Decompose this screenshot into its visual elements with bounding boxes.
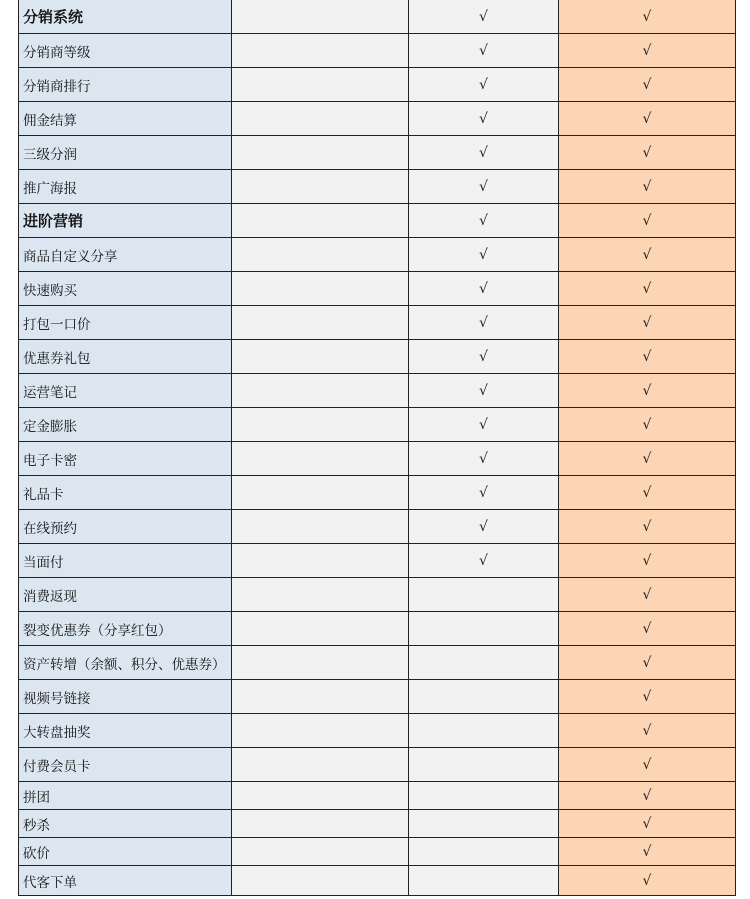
- feature-name: 砍价: [19, 838, 232, 865]
- check-cell-premium: √: [559, 646, 735, 679]
- check-cell-premium: √: [559, 408, 735, 441]
- feature-name: 优惠券礼包: [19, 340, 232, 373]
- section-header: 分销系统: [19, 0, 232, 33]
- empty-cell: [232, 408, 409, 441]
- table-row: [19, 782, 735, 810]
- table-row: [19, 476, 735, 510]
- empty-cell: [232, 306, 409, 339]
- check-cell-premium: √: [559, 476, 735, 509]
- feature-name: 消费返现: [19, 578, 232, 611]
- empty-cell: [232, 170, 409, 203]
- check-cell-premium: √: [559, 680, 735, 713]
- table-row: [19, 272, 735, 306]
- feature-name: 推广海报: [19, 170, 232, 203]
- empty-cell: [232, 374, 409, 407]
- feature-name: 快速购买: [19, 272, 232, 305]
- table-row: [19, 510, 735, 544]
- check-cell-standard: [409, 612, 559, 645]
- table-row: [19, 646, 735, 680]
- check-cell-premium: √: [559, 34, 735, 67]
- empty-cell: [232, 34, 409, 67]
- check-cell-premium: √: [559, 578, 735, 611]
- check-cell-premium: √: [559, 374, 735, 407]
- check-cell-standard: √: [409, 476, 559, 509]
- check-cell-standard: [409, 748, 559, 781]
- check-cell-premium: √: [559, 136, 735, 169]
- check-cell-premium: √: [559, 510, 735, 543]
- check-cell-premium: √: [559, 204, 735, 237]
- check-cell-standard: [409, 838, 559, 865]
- check-cell-standard: √: [409, 340, 559, 373]
- check-cell-premium: √: [559, 544, 735, 577]
- check-cell-premium: √: [559, 838, 735, 865]
- table-row: [19, 68, 735, 102]
- feature-name: 礼品卡: [19, 476, 232, 509]
- check-cell-standard: √: [409, 238, 559, 271]
- check-cell-premium: √: [559, 340, 735, 373]
- check-cell-premium: √: [559, 0, 735, 33]
- table-row: [19, 0, 735, 34]
- check-cell-premium: √: [559, 306, 735, 339]
- check-cell-standard: √: [409, 306, 559, 339]
- empty-cell: [232, 646, 409, 679]
- empty-cell: [232, 340, 409, 373]
- feature-name: 打包一口价: [19, 306, 232, 339]
- check-cell-standard: [409, 810, 559, 837]
- table-row: [19, 306, 735, 340]
- table-row: [19, 170, 735, 204]
- table-row: [19, 102, 735, 136]
- feature-name: 分销商排行: [19, 68, 232, 101]
- empty-cell: [232, 136, 409, 169]
- feature-name: 当面付: [19, 544, 232, 577]
- feature-name: 在线预约: [19, 510, 232, 543]
- table-row: [19, 714, 735, 748]
- table-row: [19, 810, 735, 838]
- check-cell-standard: [409, 782, 559, 809]
- feature-name: 三级分润: [19, 136, 232, 169]
- feature-comparison-table: [18, 0, 736, 896]
- check-cell-standard: √: [409, 272, 559, 305]
- check-cell-standard: √: [409, 374, 559, 407]
- check-cell-premium: √: [559, 866, 735, 895]
- empty-cell: [232, 748, 409, 781]
- feature-name: 拼团: [19, 782, 232, 809]
- feature-name: 商品自定义分享: [19, 238, 232, 271]
- table-row: [19, 680, 735, 714]
- empty-cell: [232, 0, 409, 33]
- check-cell-premium: √: [559, 68, 735, 101]
- check-cell-premium: √: [559, 748, 735, 781]
- check-cell-standard: √: [409, 136, 559, 169]
- check-cell-premium: √: [559, 714, 735, 747]
- empty-cell: [232, 782, 409, 809]
- check-cell-premium: √: [559, 810, 735, 837]
- check-cell-standard: √: [409, 204, 559, 237]
- feature-name: 运营笔记: [19, 374, 232, 407]
- check-cell-standard: √: [409, 34, 559, 67]
- feature-name: 秒杀: [19, 810, 232, 837]
- check-cell-standard: √: [409, 408, 559, 441]
- empty-cell: [232, 68, 409, 101]
- feature-name: 裂变优惠券（分享红包）: [19, 612, 232, 645]
- table-row: [19, 136, 735, 170]
- feature-name: 电子卡密: [19, 442, 232, 475]
- check-cell-premium: √: [559, 238, 735, 271]
- empty-cell: [232, 714, 409, 747]
- empty-cell: [232, 442, 409, 475]
- check-cell-premium: √: [559, 782, 735, 809]
- table-row: [19, 866, 735, 896]
- feature-name: 大转盘抽奖: [19, 714, 232, 747]
- check-cell-premium: √: [559, 612, 735, 645]
- check-cell-standard: √: [409, 102, 559, 135]
- table-row: [19, 612, 735, 646]
- feature-name: 佣金结算: [19, 102, 232, 135]
- table-row: [19, 340, 735, 374]
- empty-cell: [232, 102, 409, 135]
- empty-cell: [232, 204, 409, 237]
- feature-name: 资产转增（余额、积分、优惠券）: [19, 646, 232, 679]
- empty-cell: [232, 838, 409, 865]
- check-cell-premium: √: [559, 442, 735, 475]
- table-row: [19, 748, 735, 782]
- feature-name: 分销商等级: [19, 34, 232, 67]
- feature-name: 视频号链接: [19, 680, 232, 713]
- empty-cell: [232, 578, 409, 611]
- check-cell-standard: [409, 866, 559, 895]
- table-row: [19, 204, 735, 238]
- check-cell-standard: √: [409, 544, 559, 577]
- empty-cell: [232, 476, 409, 509]
- check-cell-premium: √: [559, 102, 735, 135]
- empty-cell: [232, 510, 409, 543]
- check-cell-standard: √: [409, 68, 559, 101]
- empty-cell: [232, 866, 409, 895]
- section-header: 进阶营销: [19, 204, 232, 237]
- table-row: [19, 544, 735, 578]
- check-cell-standard: [409, 578, 559, 611]
- feature-name: 代客下单: [19, 866, 232, 895]
- table-row: [19, 408, 735, 442]
- check-cell-standard: √: [409, 170, 559, 203]
- empty-cell: [232, 810, 409, 837]
- check-cell-premium: √: [559, 170, 735, 203]
- empty-cell: [232, 544, 409, 577]
- check-cell-standard: [409, 646, 559, 679]
- table-row: [19, 442, 735, 476]
- check-cell-standard: √: [409, 442, 559, 475]
- table-row: [19, 34, 735, 68]
- empty-cell: [232, 238, 409, 271]
- check-cell-standard: √: [409, 510, 559, 543]
- feature-name: 定金膨胀: [19, 408, 232, 441]
- check-cell-premium: √: [559, 272, 735, 305]
- empty-cell: [232, 272, 409, 305]
- feature-name: 付费会员卡: [19, 748, 232, 781]
- check-cell-standard: [409, 714, 559, 747]
- table-row: [19, 238, 735, 272]
- table-row: [19, 374, 735, 408]
- check-cell-standard: [409, 680, 559, 713]
- empty-cell: [232, 680, 409, 713]
- table-row: [19, 838, 735, 866]
- empty-cell: [232, 612, 409, 645]
- table-row: [19, 578, 735, 612]
- check-cell-standard: √: [409, 0, 559, 33]
